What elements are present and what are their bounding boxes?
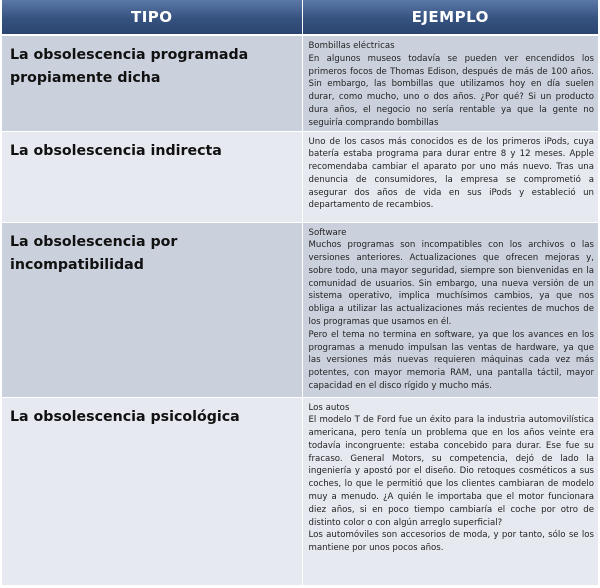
type-cell: La obsolescencia programada propiamente dicha (2, 35, 302, 131)
header-example: EJEMPLO (302, 0, 598, 35)
example-paragraph: Bombillas eléctricas (308, 41, 395, 51)
table-header (2, 0, 598, 35)
obsolescence-table (2, 0, 598, 586)
table-row (2, 397, 598, 585)
type-cell: La obsolescencia por incompatibilidad (2, 222, 302, 397)
table-row (2, 35, 598, 131)
type-cell: La obsolescencia indirecta (2, 131, 302, 222)
example-cell (302, 35, 598, 131)
table-row (2, 131, 598, 222)
example-cell (302, 131, 598, 222)
example-paragraph: Los autos (308, 402, 350, 413)
example-paragraph: El modelo T de Ford fue un éxito para la industria automovilística americana, pero tenía un problema que en los años veinte era todavía incongruente: estaba concebido para durar. Ese fue su fracaso. General Motors, su competencia, dejó de lado la ingeniería y apostó por el diseño. Dio retoques cosméticos a sus coches, lo que le permitió que los clientes cambiaran de modelo muy a menudo. ¿A quién le importaba que el motor funcionara diez años, si en poco tiempo cambiaría el coche por otro de distinto color o con algún arreglo superficial? (308, 415, 594, 528)
example-paragraph: Los automóviles son accesorios de moda, y por tanto, sólo se los mantiene por unos pocos años. (308, 530, 594, 554)
example-paragraph: Software (308, 227, 347, 238)
table-row (2, 222, 598, 397)
example-cell (302, 222, 598, 397)
example-paragraph: Uno de los casos más conocidos es de los primeros iPods, cuya batería estaba programa para durar entre 8 y 12 meses. Apple recomendaba cambiar el aparato por uno más nuevo. Tras una denuncia de consumidores, la empresa se comprometió a asegurar dos años de vida en sus iPods y estableció un departamento de recambios. (308, 136, 594, 211)
example-cell (302, 397, 598, 585)
header-type: TIPO (2, 0, 302, 35)
example-paragraph: Muchos programas son incompatibles con los archivos o las versiones anteriores. Actualizaciones que ofrecen mejoras y, sobre todo, una mayor seguridad, siempre son bienvenidas en la comunidad de usuarios. Sin embargo, una nueva versión de un sistema operativo, implica muchísimos cambios, ya que nos obliga a utilizar las actualizaciones más recientes de muchos de los programas que usamos en él. (308, 240, 594, 328)
example-paragraph: En algunos museos todavía se pueden ver encendidos los primeros focos de Thomas Edison, después de más de 100 años. Sin embargo, las bombillas que utilizamos hoy en día suelen durar, como mucho, uno o dos años. ¿Por qué? Si un producto dura años, el negocio no sería rentable ya que la gente no seguiría comprando bombillas (308, 53, 594, 128)
example-paragraph: Pero el tema no termina en software, ya que los avances en los programas a menudo impulsan las ventas de hardware, ya que las versiones más nuevas requieren máquinas cada vez más potentes, con mayor memoria RAM, una pantalla táctil, mayor capacidad en el disco rígido y mucho más. (308, 329, 594, 392)
type-cell: La obsolescencia psicológica (2, 397, 302, 585)
